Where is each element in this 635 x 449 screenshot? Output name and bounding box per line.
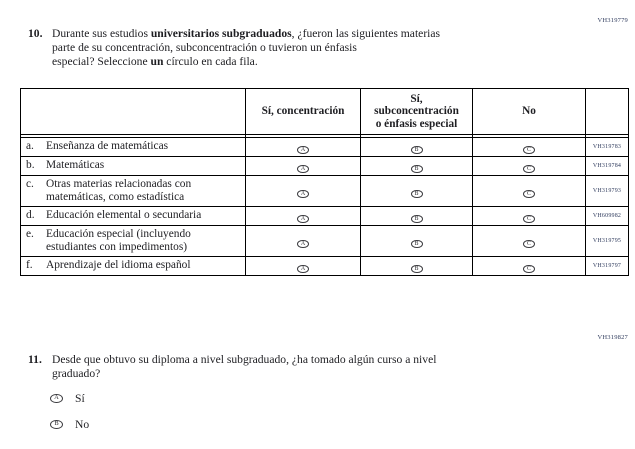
answer-bubble-c[interactable]: C (523, 190, 535, 199)
answer-bubble-b[interactable]: B (50, 420, 63, 430)
q10-text-segment: círculo en cada fila. (163, 55, 258, 68)
form-code-q10: VH319779 (597, 17, 628, 24)
answer-bubble-a[interactable]: A (297, 165, 309, 174)
answer-bubble-c[interactable]: C (523, 240, 535, 249)
row-label-cell (21, 207, 246, 226)
header-line: Sí, (410, 92, 423, 105)
table-row-b (21, 157, 629, 176)
row-code: VH319784 (586, 157, 629, 176)
table-row-a (21, 138, 629, 157)
row-label: Otras materias relacionadas con matemáticas, como estadística (46, 177, 192, 203)
question-11-options (50, 392, 89, 444)
cell-si-concentracion (246, 257, 361, 276)
header-line: o énfasis especial (375, 117, 458, 130)
answer-bubble-b[interactable]: B (411, 146, 423, 155)
cell-no (473, 138, 586, 157)
cell-si-subconcentracion (361, 138, 473, 157)
cell-no (473, 157, 586, 176)
q10-text-segment: parte de su concentración, subconcentración o tuvieron un énfasis (52, 41, 357, 54)
q11-text-segment: Desde que obtuvo su diploma a nivel subgraduado, ¿ha tomado algún curso a nivel (52, 353, 437, 366)
cell-no (473, 226, 586, 257)
row-letter: f. (26, 259, 33, 272)
cell-si-concentracion (246, 207, 361, 226)
question-11-text (52, 353, 436, 381)
row-label-cell (21, 176, 246, 207)
answer-bubble-b[interactable]: B (411, 165, 423, 174)
cell-si-subconcentracion (361, 226, 473, 257)
question-10-text (52, 27, 440, 69)
cell-si-subconcentracion (361, 157, 473, 176)
q11-text-segment: graduado? (52, 367, 101, 380)
table-row-e (21, 226, 629, 257)
column-header-si-subconcentracion (361, 89, 473, 135)
cell-si-subconcentracion (361, 176, 473, 207)
row-letter: d. (26, 209, 35, 222)
answer-bubble-c[interactable]: C (523, 146, 535, 155)
q10-text-segment: , ¿fueron las siguientes materias (291, 27, 441, 40)
table-row-f (21, 257, 629, 276)
row-label-cell (21, 226, 246, 257)
cell-si-concentracion (246, 138, 361, 157)
header-line: subconcentración (374, 105, 459, 118)
cell-no (473, 176, 586, 207)
column-header-si-concentracion: Sí, concentración (246, 89, 361, 135)
answer-bubble-c[interactable]: C (523, 215, 535, 224)
answer-bubble-a[interactable]: A (297, 190, 309, 199)
option-label: Sí (75, 392, 85, 405)
question-11-number: 11. (28, 353, 42, 366)
row-label: Enseñanza de matemáticas (46, 140, 169, 153)
q10-text-segment: especial? Seleccione (52, 55, 151, 68)
q10-text-bold: un (150, 55, 164, 68)
cell-no (473, 207, 586, 226)
question-10 (28, 27, 440, 69)
code-column-header (586, 89, 629, 135)
question-11 (28, 353, 436, 381)
column-header-no: No (473, 89, 586, 135)
answer-bubble-a[interactable]: A (297, 146, 309, 155)
row-label: Matemáticas (46, 159, 105, 172)
answer-bubble-a[interactable]: A (50, 394, 63, 404)
row-label: Educación elemental o secundaria (46, 209, 202, 222)
answer-bubble-a[interactable]: A (297, 240, 309, 249)
answer-bubble-c[interactable]: C (523, 265, 535, 274)
option-no (50, 418, 89, 431)
row-code: VH319795 (586, 226, 629, 257)
answer-bubble-a[interactable]: A (297, 265, 309, 274)
table-row-d (21, 207, 629, 226)
row-label-cell (21, 157, 246, 176)
row-label: Aprendizaje del idioma español (46, 259, 191, 272)
row-code: VH319783 (586, 138, 629, 157)
option-label: No (75, 418, 90, 431)
answer-bubble-a[interactable]: A (297, 215, 309, 224)
table-row-c (21, 176, 629, 207)
row-label-cell (21, 138, 246, 157)
answer-bubble-b[interactable]: B (411, 190, 423, 199)
form-code-q11: VH319827 (597, 334, 628, 341)
cell-si-concentracion (246, 157, 361, 176)
answer-bubble-b[interactable]: B (411, 240, 423, 249)
row-label: Educación especial (incluyendo estudiantes con impedimentos) (46, 227, 191, 253)
row-label-cell (21, 257, 246, 276)
question-10-number: 10. (28, 27, 43, 40)
row-code: VH609982 (586, 207, 629, 226)
table-header-row (21, 89, 629, 135)
row-letter: e. (26, 227, 34, 240)
cell-no (473, 257, 586, 276)
answer-bubble-c[interactable]: C (523, 165, 535, 174)
cell-si-concentracion (246, 176, 361, 207)
q10-text-segment: Durante sus estudios (52, 27, 151, 40)
row-letter: a. (26, 140, 34, 153)
q10-text-bold: universitarios subgraduados (150, 27, 292, 40)
answer-bubble-b[interactable]: B (411, 265, 423, 274)
row-code: VH319797 (586, 257, 629, 276)
cell-si-subconcentracion (361, 207, 473, 226)
row-letter: c. (26, 177, 34, 190)
answer-bubble-b[interactable]: B (411, 215, 423, 224)
row-code: VH319793 (586, 176, 629, 207)
cell-si-concentracion (246, 226, 361, 257)
cell-si-subconcentracion (361, 257, 473, 276)
option-si (50, 392, 89, 405)
response-matrix-table (20, 88, 629, 276)
table-corner-cell (21, 89, 246, 135)
row-letter: b. (26, 159, 35, 172)
